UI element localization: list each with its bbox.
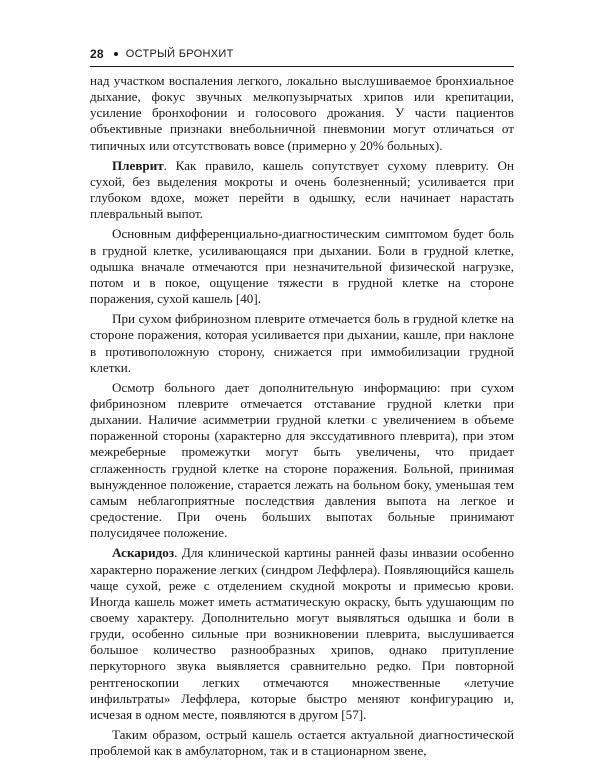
- paragraph-text: Основным дифференциально-диагностическим симптомом будет боль в грудной клетке, усиливающаяся при дыхании. Боли в грудной клетке, одышка вначале отмечаются при незначительной физической нагрузке, потом и в покое, ощущение тяжести в грудной клетке на стороне поражения, сухой кашель [40].: [90, 226, 514, 307]
- paragraph-diagnostic-symptom: [90, 226, 514, 307]
- paragraph-text: . Для клинической картины ранней фазы инвазии особенно характерно поражение легких (синдром Леффлера). Появляющийся кашель чаще сухой, реже с отделением скудной мокроты и примесью крови. Иногда кашель может иметь астматическую окраску, быть удушающим по своему характеру. Дополнительно могут выявляться одышка и боли в груди, особенно сильные при возникновении плеврита, выслушивается большое количество разнообразных хрипов, однако притупление перкуторного звука выявляется сравнительно редко. При повторной рентгеноскопии легких отмечаются множественные «летучие инфильтраты» Леффлера, которые быстро меняют конфигурацию и, исчезая в одном месте, появляются в другом [57].: [90, 545, 514, 722]
- paragraph-conclusion: [90, 727, 514, 759]
- paragraph-text: . Как правило, кашель сопутствует сухому плевриту. Он сухой, без выделения мокроты и очень болезненный; усиливается при глубоком вдохе, может перейти в одышку, если начинает нарастать плевральный выпот.: [90, 157, 514, 222]
- paragraph-text: Осмотр больного дает дополнительную информацию: при сухом фибринозном плеврите отмечается отставание грудной клетки при дыхании. Наличие асимметрии грудной клетки с увеличением в объеме пораженной стороны (характерно для экссудативного плеврита), при этом межреберные промежутки могут быть увеличены, что придает сглаженность грудной клетке на стороне поражения. Больной, принимая вынужденное положение, старается лежать на больном боку, уменьшая тем самым неблагоприятные последствия давления выпота на легкое и средостение. При очень больших выпотах больные принимают полусидячее положение.: [90, 379, 514, 541]
- paragraph-pleurisy: [90, 158, 514, 223]
- chapter-title: ОСТРЫЙ БРОНХИТ: [125, 48, 234, 60]
- paragraph-text: Таким образом, острый кашель остается актуальной диагностической проблемой как в амбулаторном, так и в стационарном звене,: [90, 727, 514, 759]
- paragraph-ascariasis: [90, 545, 514, 723]
- running-header: [90, 46, 234, 62]
- header-rule: [90, 66, 514, 67]
- term-ascariasis: Аскаридоз: [112, 545, 175, 561]
- paragraph-text: над участком воспаления легкого, локально выслушиваемое бронхиальное дыхание, фокус звучных мелкопузырчатых хрипов или крепитации, усиление бронхофонии и голосового дрожания. У части пациентов объективные признаки внебольничной пневмонии могут отличаться от типичных или отсутствовать вовсе (примерно у 20% больных).: [90, 73, 514, 153]
- page-number: 28: [90, 47, 104, 61]
- paragraph-text: При сухом фибринозном плеврите отмечается боль в грудной клетке на стороне поражения, которая усиливается при дыхании, кашле, при наклоне в противоположную сторону, снижается при иммобилизации грудной клетки.: [90, 311, 514, 375]
- paragraph-examination: [90, 380, 514, 542]
- paragraph-dry-pleurisy: [90, 311, 514, 376]
- bullet-separator-icon: [114, 52, 118, 56]
- paragraph-pneumonia-continued: [90, 73, 514, 154]
- body-text: [90, 73, 514, 763]
- term-pleurisy: Плеврит: [112, 157, 164, 173]
